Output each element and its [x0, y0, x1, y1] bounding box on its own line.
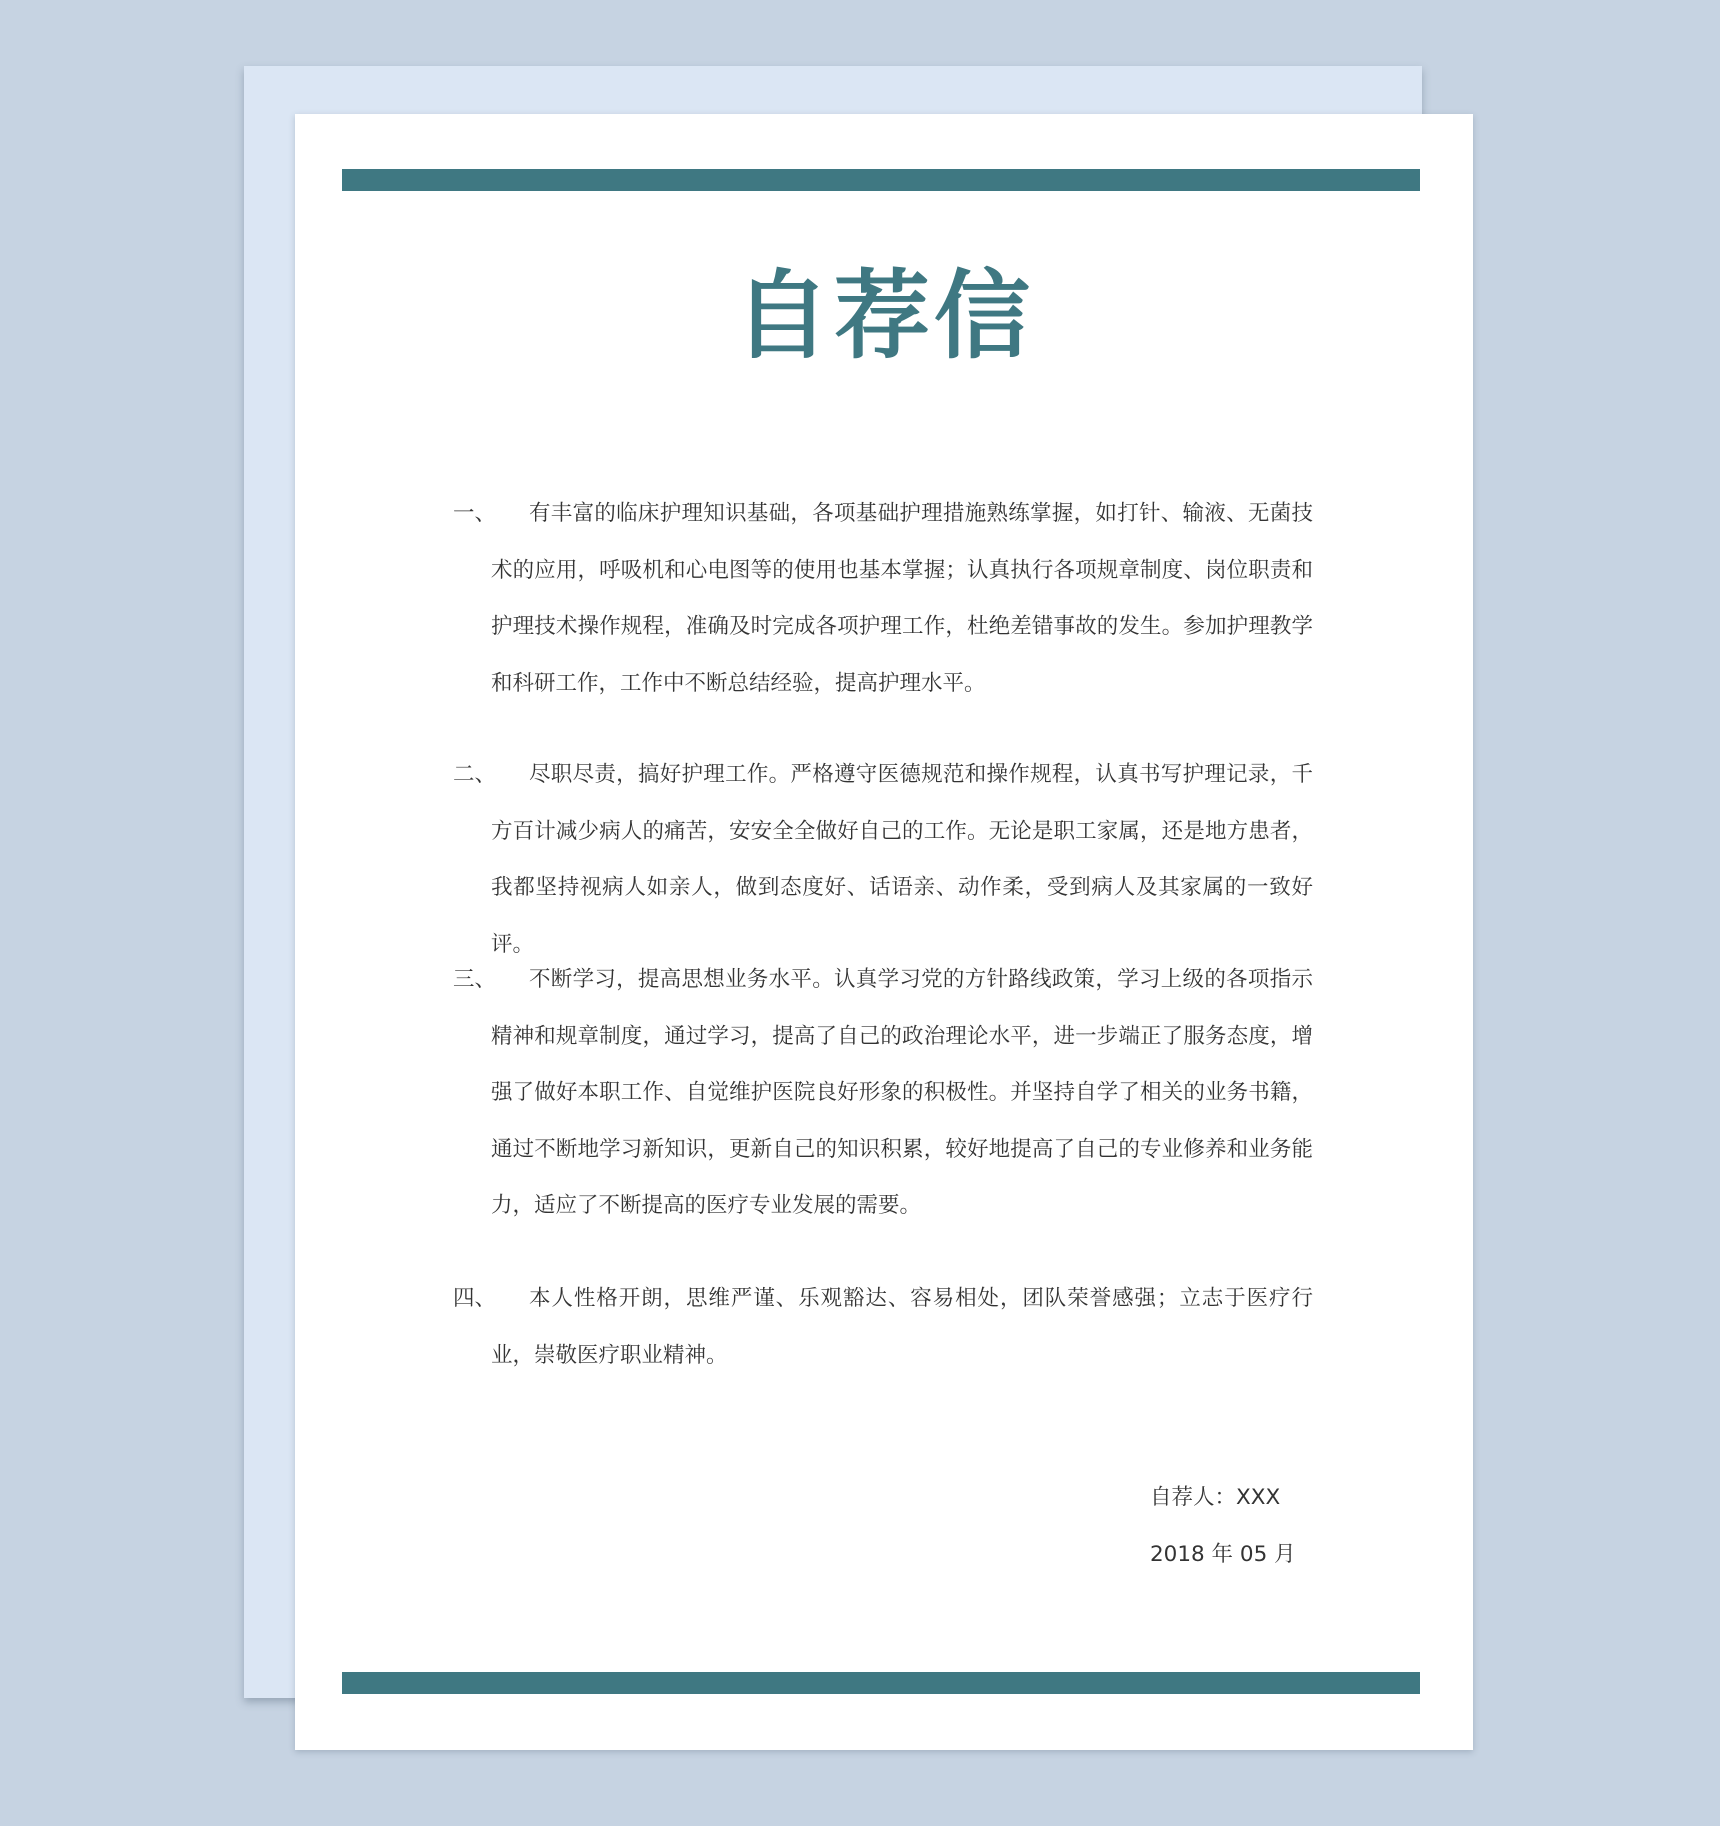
- signature-date: 2018 年 05 月: [1150, 1542, 1296, 1567]
- section-number: 四、: [453, 1286, 497, 1311]
- section-number: 二、: [453, 762, 497, 787]
- section-number: 一、: [453, 501, 497, 526]
- section-2: [453, 747, 1313, 973]
- section-1: [453, 486, 1313, 712]
- section-text: 本人性格开朗，思维严谨、乐观豁达、容易相处，团队荣誉感强；立志于医疗行业，崇敬医疗职业精神。: [491, 1286, 1313, 1368]
- section-text: 尽职尽责，搞好护理工作。严格遵守医德规范和操作规程，认真书写护理记录，千方百计减少病人的痛苦，安安全全做好自己的工作。无论是职工家属，还是地方患者，我都坚持视病人如亲人，做到态度好、话语亲、动作柔，受到病人及其家属的一致好评。: [491, 762, 1313, 957]
- bottom-accent-bar: [342, 1672, 1420, 1694]
- letter-page: [295, 114, 1473, 1750]
- top-accent-bar: [342, 169, 1420, 191]
- section-3: [453, 952, 1313, 1235]
- section-4: [453, 1271, 1313, 1384]
- section-text: 不断学习，提高思想业务水平。认真学习党的方针路线政策，学习上级的各项指示精神和规章制度，通过学习，提高了自己的政治理论水平，进一步端正了服务态度，增强了做好本职工作、自觉维护医院良好形象的积极性。并坚持自学了相关的业务书籍，通过不断地学习新知识，更新自己的知识积累，较好地提高了自己的专业修养和业务能力，适应了不断提高的医疗专业发展的需要。: [491, 967, 1313, 1218]
- signature-name: 自荐人：XXX: [1150, 1485, 1281, 1510]
- page-title: 自荐信: [734, 260, 1034, 372]
- section-text: 有丰富的临床护理知识基础，各项基础护理措施熟练掌握，如打针、输液、无菌技术的应用，呼吸机和心电图等的使用也基本掌握；认真执行各项规章制度、岗位职责和护理技术操作规程，准确及时完成各项护理工作，杜绝差错事故的发生。参加护理教学和科研工作，工作中不断总结经验，提高护理水平。: [491, 501, 1313, 696]
- section-number: 三、: [453, 967, 497, 992]
